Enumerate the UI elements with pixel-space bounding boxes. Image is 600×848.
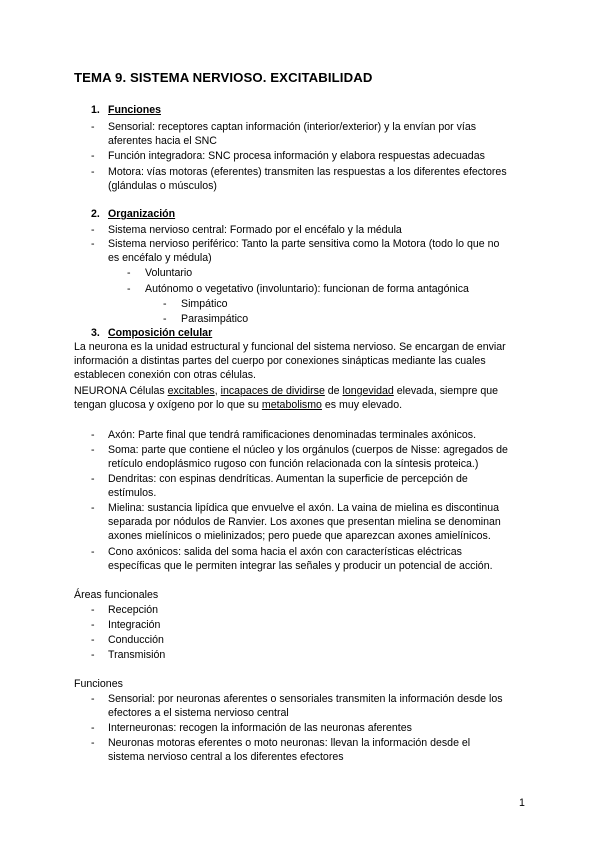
list-item: Recepción (108, 604, 159, 616)
list-item-cont: axones mielínicos o mielinizados; pero puede que aparezcan axones amielínicos. (108, 530, 491, 542)
areas-heading: Áreas funcionales (74, 589, 159, 601)
sub-sub-list-item: Parasimpático (181, 313, 249, 325)
list-item: Axón: Parte final que tendrá ramificaciones denominadas terminales axónicos. (108, 429, 477, 441)
bullet-dash: - (91, 546, 95, 558)
list-item: Sensorial: por neuronas aferentes o sensoriales transmiten la información desde los (108, 693, 503, 705)
list-item-cont: es encéfalo y médula) (108, 252, 212, 264)
bullet-dash: - (91, 150, 95, 162)
list-item-cont: aferentes hacia el SNC (108, 135, 217, 147)
list-item: Interneuronas: recogen la información de las neuronas aferentes (108, 722, 412, 734)
sub-list-item: Voluntario (145, 267, 193, 279)
section-heading-composicion: Composición celular (108, 327, 213, 339)
section-number: 1. (91, 104, 100, 116)
bullet-dash: - (91, 693, 95, 705)
bullet-dash: - (91, 224, 95, 236)
neuron-definition: NEURONA Células excitables, incapaces de dividirse de longevidad elevada, siempre que (74, 385, 499, 397)
list-item-cont: específicas que le permiten integrar las señales y producir un potencial de acción. (108, 560, 493, 572)
bullet-dash: - (163, 313, 167, 325)
list-item: Motora: vías motoras (eferentes) transmiten las respuestas a los diferentes efectores (108, 166, 507, 178)
bullet-dash: - (127, 267, 131, 279)
paragraph-line: establecen conexión con otras células. (74, 369, 256, 381)
bullet-dash: - (91, 619, 95, 631)
paragraph-line: La neurona es la unidad estructural y funcional del sistema nervioso. Se encargan de enviar (74, 341, 506, 353)
bullet-dash: - (91, 649, 95, 661)
paragraph-line: información a distintas partes del cuerpo por conexiones sinápticas mediante las cuales (74, 355, 486, 367)
list-item-cont: (glándulas o músculos) (108, 180, 217, 192)
list-item: Sistema nervioso central: Formado por el encéfalo y la médula (108, 224, 402, 236)
bullet-dash: - (91, 444, 95, 456)
list-item: Soma: parte que contiene el núcleo y los orgánulos (cuerpos de Nisse: agregados de (108, 444, 508, 456)
list-item: Mielina: sustancia lipídica que envuelve el axón. La vaina de mielina es discontinua (108, 502, 500, 514)
bullet-dash: - (91, 634, 95, 646)
list-item: Transmisión (108, 649, 166, 661)
list-item: Cono axónicos: salida del soma hacia el axón con características eléctricas (108, 546, 462, 558)
bullet-dash: - (127, 283, 131, 295)
bullet-dash: - (91, 121, 95, 133)
list-item-cont: efectores a el sistema nervioso central (108, 707, 289, 719)
section-heading-funciones: Funciones (108, 104, 161, 116)
bullet-dash: - (91, 722, 95, 734)
list-item: Neuronas motoras eferentes o moto neuronas: llevan la información desde el (108, 737, 471, 749)
list-item: Sensorial: receptores captan información (interior/exterior) y la envían por vías (108, 121, 477, 133)
list-item-cont: retículo endoplásmico rugoso con función relacionada con la síntesis proteica.) (108, 458, 479, 470)
page-number: 1 (519, 797, 525, 809)
sub-list-item: Autónomo o vegetativo (involuntario): funcionan de forma antagónica (145, 283, 469, 295)
sub-sub-list-item: Simpático (181, 298, 228, 310)
bullet-dash: - (91, 737, 95, 749)
list-item-cont: estímulos. (108, 487, 157, 499)
list-item: Función integradora: SNC procesa información y elabora respuestas adecuadas (108, 150, 485, 162)
bullet-dash: - (91, 473, 95, 485)
list-item: Conducción (108, 634, 164, 646)
bullet-dash: - (91, 166, 95, 178)
list-item: Sistema nervioso periférico: Tanto la parte sensitiva como la Motora (todo lo que no (108, 238, 500, 250)
document-title: TEMA 9. SISTEMA NERVIOSO. EXCITABILIDAD (74, 70, 373, 85)
list-item: Dendritas: con espinas dendríticas. Aumentan la superficie de percepción de (108, 473, 468, 485)
bullet-dash: - (91, 429, 95, 441)
neuron-definition-cont: tengan glucosa y oxígeno por lo que su metabolismo es muy elevado. (74, 399, 403, 411)
section-number: 3. (91, 327, 100, 339)
bullet-dash: - (91, 238, 95, 250)
funciones-heading: Funciones (74, 678, 123, 690)
section-number: 2. (91, 208, 100, 220)
bullet-dash: - (91, 502, 95, 514)
list-item: Integración (108, 619, 161, 631)
bullet-dash: - (91, 604, 95, 616)
section-heading-organizacion: Organización (108, 208, 176, 220)
list-item-cont: separada por nódulos de Ranvier. Los axones que presentan mielina se denominan (108, 516, 501, 528)
list-item-cont: sistema nervioso central a los diferentes efectores (108, 751, 344, 763)
bullet-dash: - (163, 298, 167, 310)
